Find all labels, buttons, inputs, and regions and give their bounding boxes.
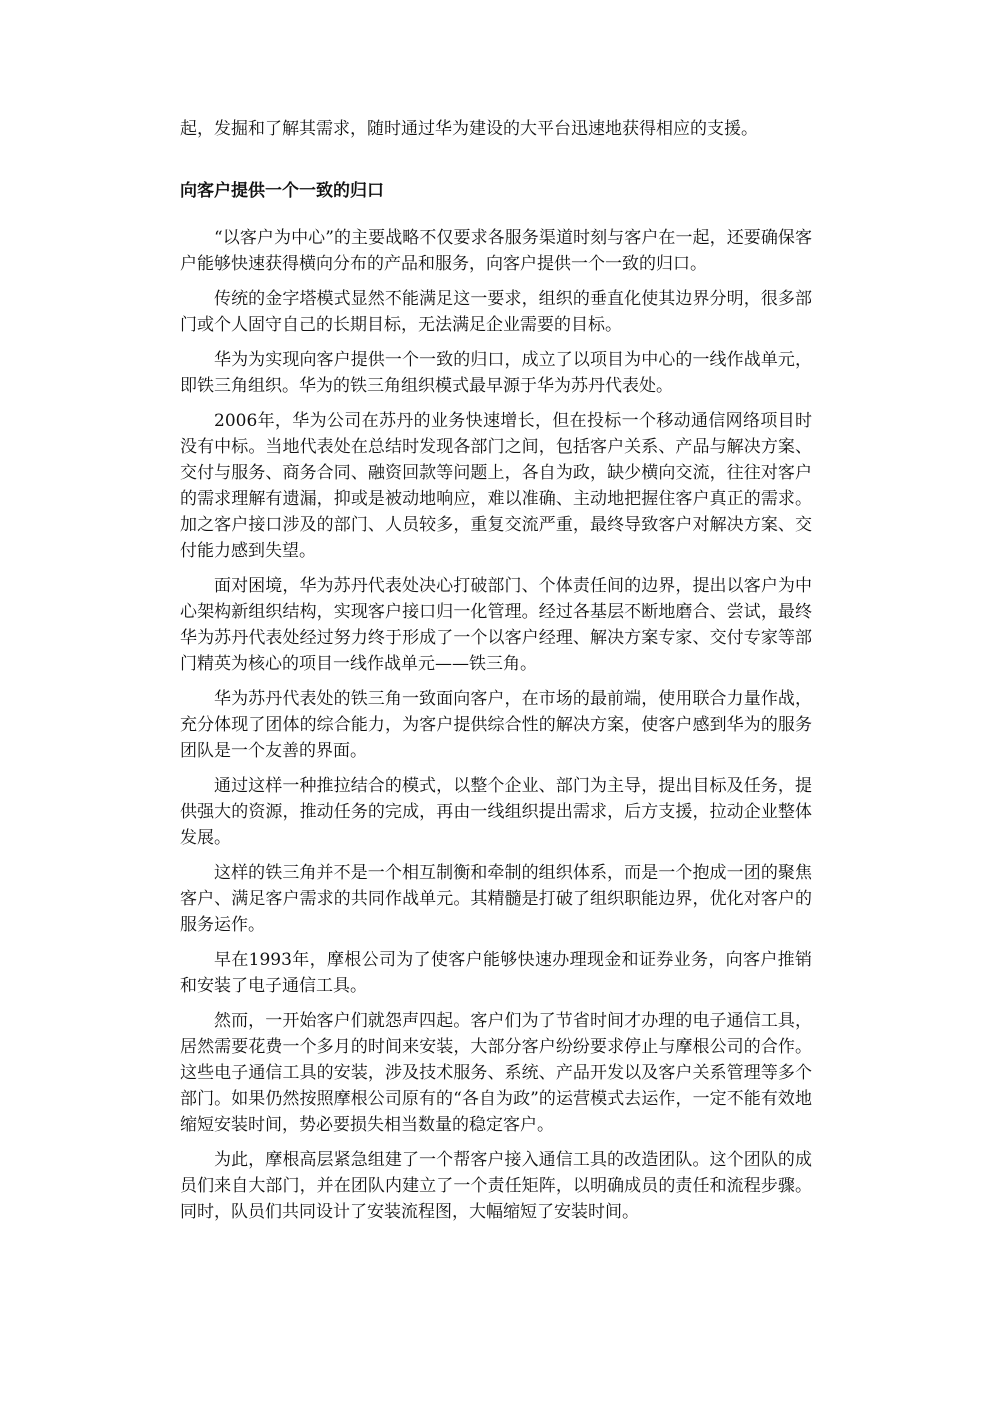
body-paragraph: 面对困境，华为苏丹代表处决心打破部门、个体责任间的边界，提出以客户为中心架构新组织结构，实现客户接口归一化管理。经过各基层不断地磨合、尝试，最终华为苏丹代表处经过努力终于形成了一个以客户经理、解决方案专家、交付专家等部门精英为核心的项目一线作战单元——铁三角。 (180, 576, 812, 674)
body-paragraph: “以客户为中心”的主要战略不仅要求各服务渠道时刻与客户在一起，还要确保客户能够快速获得横向分布的产品和服务，向客户提供一个一致的归口。 (180, 228, 812, 274)
body-paragraph: 华为为实现向客户提供一个一致的归口，成立了以项目为中心的一线作战单元，即铁三角组织。华为的铁三角组织模式最早源于华为苏丹代表处。 (180, 350, 812, 396)
body-paragraph: 为此，摩根高层紧急组建了一个帮客户接入通信工具的改造团队。这个团队的成员们来自大部门，并在团队内建立了一个责任矩阵，以明确成员的责任和流程步骤。同时，队员们共同设计了安装流程图，大幅缩短了安装时间。 (180, 1150, 812, 1222)
body-paragraph: 华为苏丹代表处的铁三角一致面向客户，在市场的最前端，使用联合力量作战，充分体现了团体的综合能力，为客户提供综合性的解决方案，使客户感到华为的服务团队是一个友善的界面。 (180, 689, 812, 761)
body-paragraph: 传统的金字塔模式显然不能满足这一要求，组织的垂直化使其边界分明，很多部门或个人固守自己的长期目标，无法满足企业需要的目标。 (180, 289, 812, 335)
document-page (180, 116, 812, 1234)
intro-paragraph: 起，发掘和了解其需求，随时通过华为建设的大平台迅速地获得相应的支援。 (180, 119, 758, 139)
body-paragraph: 早在1993年，摩根公司为了使客户能够快速办理现金和证券业务，向客户推销和安装了电子通信工具。 (180, 950, 812, 996)
body-paragraph: 这样的铁三角并不是一个相互制衡和牵制的组织体系，而是一个抱成一团的聚焦客户、满足客户需求的共同作战单元。其精髓是打破了组织职能边界，优化对客户的服务运作。 (180, 863, 812, 935)
body-paragraph: 2006年，华为公司在苏丹的业务快速增长，但在投标一个移动通信网络项目时没有中标。当地代表处在总结时发现各部门之间，包括客户关系、产品与解决方案、交付与服务、商务合同、融资回款等问题上，各自为政，缺少横向交流，往往对客户的需求理解有遗漏，抑或是被动地响应，难以准确、主动地把握住客户真正的需求。加之客户接口涉及的部门、人员较多，重复交流严重，最终导致客户对解决方案、交付能力感到失望。 (180, 411, 812, 561)
body-paragraph: 通过这样一种推拉结合的模式，以整个企业、部门为主导，提出目标及任务，提供强大的资源，推动任务的完成，再由一线组织提出需求，后方支援，拉动企业整体发展。 (180, 776, 812, 848)
section-heading: 向客户提供一个一致的归口 (180, 181, 384, 201)
body-paragraph: 然而，一开始客户们就怨声四起。客户们为了节省时间才办理的电子通信工具，居然需要花费一个多月的时间来安装，大部分客户纷纷要求停止与摩根公司的合作。这些电子通信工具的安装，涉及技术服务、系统、产品开发以及客户关系管理等多个部门。如果仍然按照摩根公司原有的“各自为政”的运营模式去运作，一定不能有效地缩短安装时间，势必要损失相当数量的稳定客户。 (180, 1011, 812, 1135)
